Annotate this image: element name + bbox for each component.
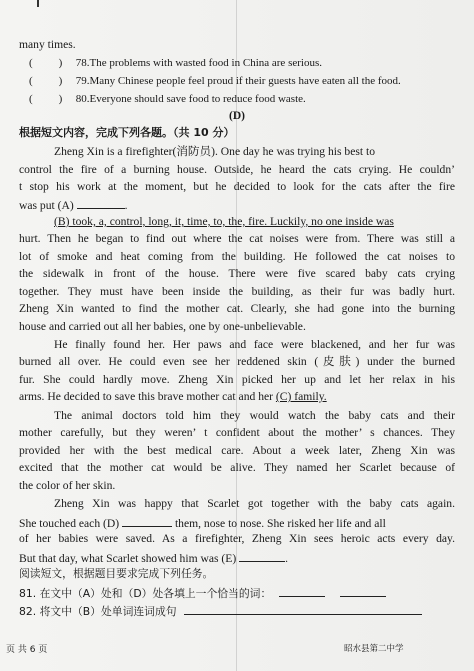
passage-line: fur. She could hardly move. Zheng Xin picked her up and let her relax in his bbox=[19, 373, 455, 386]
passage-line: together. They must have been inside the building, as their fur was badly hurt. bbox=[19, 285, 455, 298]
passage-line: Zheng Xin wanted to find the mother cat. Clearly, she had gone into the burning bbox=[19, 302, 455, 315]
passage-line: lot of smoke and heat coming from the building. He followed the cat noises to bbox=[19, 250, 455, 263]
scan-mark bbox=[37, 0, 39, 7]
passage-line: provided her with the best medical care. About a week later, Zheng Xin was bbox=[19, 444, 455, 457]
blank-d bbox=[122, 515, 172, 527]
answer-blank-b[interactable] bbox=[184, 603, 422, 615]
passage-line: Zheng Xin is a firefighter(消防员). One day he was trying his best to bbox=[54, 145, 376, 158]
section-label: (D) bbox=[229, 110, 245, 122]
passage-line-c: arms. He decided to save this brave mother cat and her (C) family. bbox=[19, 390, 327, 403]
passage-line: the color of her skin. bbox=[19, 479, 116, 492]
passage-line-e: But that day, what Scarlet showed him was (E) . bbox=[19, 552, 289, 565]
passage-line: hurt. Then he began to find out where the cat noises were from. There was still a bbox=[19, 232, 455, 245]
passage-line: house and carried out all her babies, one by one-unbelievable. bbox=[19, 320, 306, 333]
passage-line: He finally found her. Her paws and face were blackened, and her fur was bbox=[54, 338, 455, 351]
passage-line: the sidewalk in front of the house. There were five scared baby cats crying bbox=[19, 267, 455, 280]
passage-line-b: (B) took, a, control, long, it, time, to, the, fire. Luckily, no one inside was bbox=[54, 215, 394, 228]
header-fragment: many times. bbox=[19, 38, 76, 51]
passage-line: control the fire of a burning house. Outside, he heard the cats crying. He couldn’ bbox=[19, 163, 455, 176]
tf-question-80: ( ) 80.Everyone should save food to reduce food waste. bbox=[29, 93, 306, 105]
answer-blank-d[interactable] bbox=[340, 585, 386, 597]
passage-line: Zheng Xin was happy that Scarlet got together with the baby cats again. bbox=[54, 497, 455, 510]
passage-line-d: She touched each (D) them, nose to nose. She risked her life and all bbox=[19, 517, 386, 530]
task-instruction: 阅读短文，根据题目要求完成下列任务。 bbox=[19, 567, 214, 580]
passage-line-a: was put (A) . bbox=[19, 199, 128, 212]
task-81: 81. 在文中（A）处和（D）处各填上一个恰当的词： bbox=[19, 585, 455, 601]
passage-line: t stop his work at the moment, but he decided to look for the cats after the fire bbox=[19, 180, 455, 193]
answer-blank-a[interactable] bbox=[279, 585, 325, 597]
blank-e bbox=[239, 550, 285, 562]
underlined-c: (C) family. bbox=[275, 390, 327, 403]
tf-question-78: ( ) 78.The problems with wasted food in China are serious. bbox=[29, 57, 322, 69]
passage-line: mother carefully, but they weren’ t confident about the mother’ s chances. They bbox=[19, 426, 455, 439]
passage-line: The animal doctors told him they would watch the baby cats and their bbox=[54, 409, 455, 422]
blank-a bbox=[77, 197, 125, 209]
passage-line: excited that the mother cat would be alive. They named her Scarlet because of bbox=[19, 461, 455, 474]
footer-school: 昭水县第二中学 bbox=[344, 644, 404, 654]
task-82: 82. 将文中（B）处单词连词成句 bbox=[19, 603, 455, 619]
footer-page-count: 页 共 6 页 bbox=[6, 645, 48, 655]
passage-line: of her babies were saved. As a firefighter, Zheng Xin sees heroic acts every day. bbox=[19, 532, 455, 545]
tf-question-79: ( ) 79.Many Chinese people feel proud if their guests have eaten all the food. bbox=[29, 75, 401, 87]
passage-line: burned all over. He could even see her reddened skin (皮肤) under the burned bbox=[19, 355, 455, 368]
section-instruction: 根据短文内容，完成下列各题。（共 10 分） bbox=[19, 126, 235, 139]
